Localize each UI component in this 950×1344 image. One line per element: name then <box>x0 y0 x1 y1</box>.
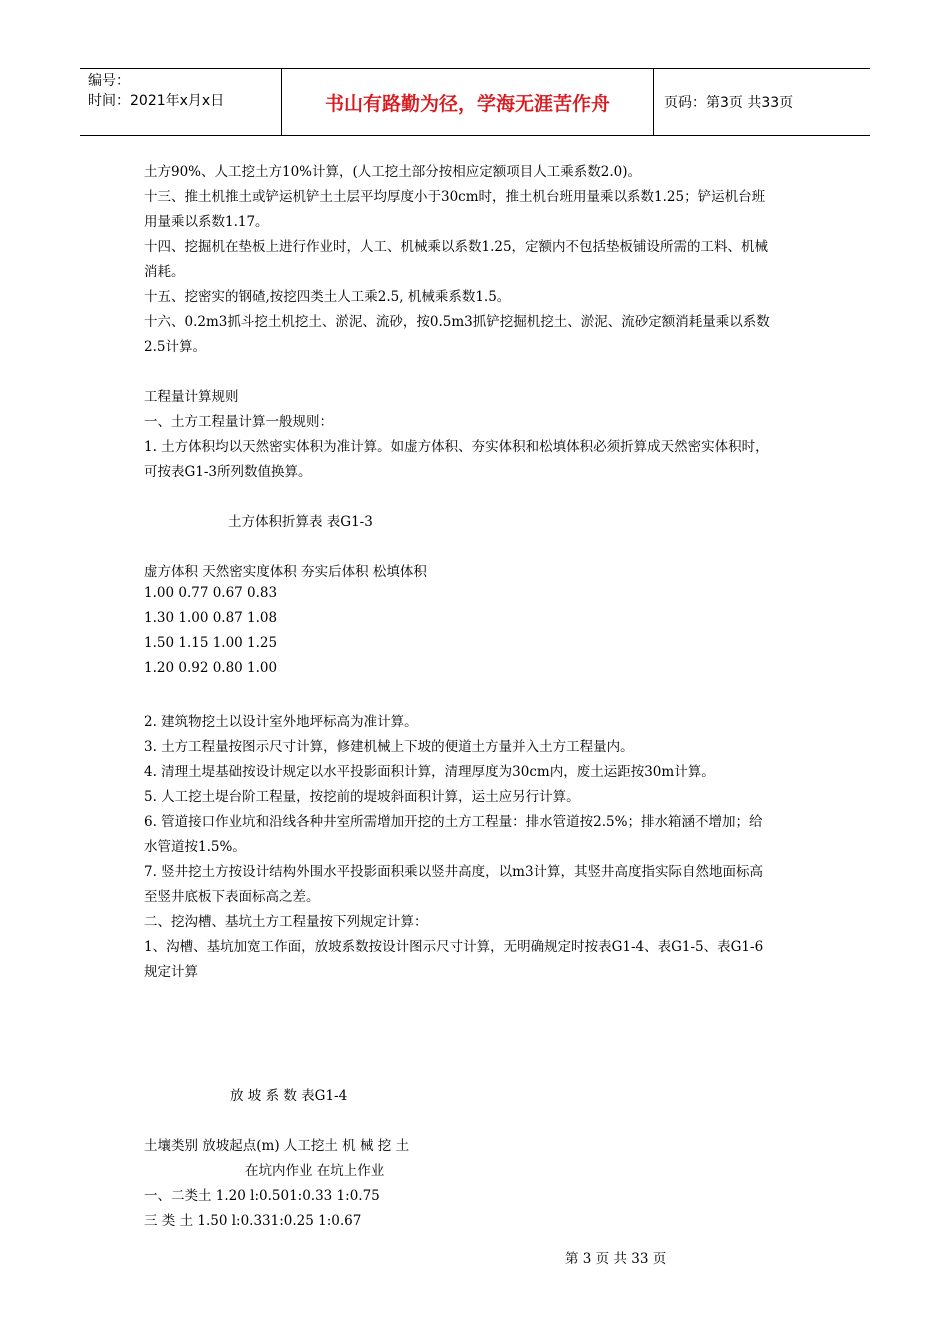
text-line: 1. 土方体积均以天然密实体积为准计算。如虚方体积、夯实体积和松填体积必须折算成天然密实体积时， <box>144 439 769 455</box>
table-caption: 土方体积折算表 表G1-3 <box>228 514 373 530</box>
motto: 书山有路勤为径，学海无涯苦作舟 <box>282 69 654 135</box>
page-footer: 第 3 页 共 33 页 <box>565 1251 667 1267</box>
text-line: 可按表G1-3所列数值换算。 <box>144 464 312 480</box>
table-row: 三 类 土 1.50 l:0.331:0.25 1:0.67 <box>144 1213 362 1229</box>
table-header: 虚方体积 天然密实度体积 夯实后体积 松填体积 <box>144 564 427 580</box>
text-line: 十三、推土机推土或铲运机铲土土层平均厚度小于30cm时，推土机台班用量乘以系数1.25；铲运机台班 <box>144 189 766 205</box>
table-row: 1.50 1.15 1.00 1.25 <box>144 635 278 651</box>
text-line: 4. 清理土堤基础按设计规定以水平投影面积计算，清理厚度为30cm内，废土运距按30m计算。 <box>144 764 715 780</box>
text-line: 十四、挖掘机在垫板上进行作业时，人工、机械乘以系数1.25，定额内不包括垫板铺设所需的工料、机械 <box>144 239 769 255</box>
page-header <box>80 68 870 136</box>
text-line: 7. 竖井挖土方按设计结构外围水平投影面积乘以竖井高度，以m3计算，其竖井高度指实际自然地面标高 <box>144 864 764 880</box>
text-line: 5. 人工挖土堤台阶工程量，按挖前的堤坡斜面积计算，运土应另行计算。 <box>144 789 580 805</box>
text-line: 用量乘以系数1.17。 <box>144 214 269 230</box>
text-line: 消耗。 <box>144 264 185 280</box>
table-subheader: 在坑内作业 在坑上作业 <box>245 1163 385 1179</box>
section-heading: 工程量计算规则 <box>144 389 239 405</box>
page-info: 页码：第3页 共33页 <box>664 95 794 111</box>
text-line: 十六、0.2m3抓斗挖土机挖土、淤泥、流砂，按0.5m3抓铲挖掘机挖土、淤泥、流砂定额消耗量乘以系数 <box>144 314 770 330</box>
table-row: 1.30 1.00 0.87 1.08 <box>144 610 278 626</box>
text-line: 规定计算 <box>144 964 198 980</box>
table-header: 土壤类别 放坡起点(m) 人工挖土 机 械 挖 土 <box>144 1138 410 1154</box>
text-line: 一、土方工程量计算一般规则： <box>144 414 333 430</box>
table-row: 1.20 0.92 0.80 1.00 <box>144 660 278 676</box>
text-line: 土方90%、人工挖土方10%计算，(人工挖土部分按相应定额项目人工乘系数2.0)。 <box>144 164 642 180</box>
text-line: 至竖井底板下表面标高之差。 <box>144 889 320 905</box>
text-line: 水管道按1.5%。 <box>144 839 246 855</box>
text-line: 二、挖沟槽、基坑土方工程量按下列规定计算： <box>144 914 428 930</box>
text-line: 2.5计算。 <box>144 339 206 355</box>
text-line: 3. 土方工程量按图示尺寸计算，修建机械上下坡的便道土方量并入土方工程量内。 <box>144 739 634 755</box>
table-row: 1.00 0.77 0.67 0.83 <box>144 585 278 601</box>
text-line: 十五、挖密实的钢碴,按挖四类土人工乘2.5, 机械乘系数1.5。 <box>144 289 511 305</box>
text-line: 6. 管道接口作业坑和沿线各种井室所需增加开挖的土方工程量：排水管道按2.5%；排水箱涵不增加；给 <box>144 814 763 830</box>
table-caption: 放 坡 系 数 表G1-4 <box>230 1088 348 1104</box>
text-line: 2. 建筑物挖土以设计室外地坪标高为准计算。 <box>144 714 418 730</box>
code-label: 编号： <box>88 73 130 89</box>
time-text: 时间：2021年x月x日 <box>88 93 225 109</box>
header-left-cell <box>80 69 282 135</box>
table-row: 一、二类土 1.20 l:0.501:0.33 1:0.75 <box>144 1188 380 1204</box>
text-line: 1、沟槽、基坑加宽工作面，放坡系数按设计图示尺寸计算，无明确规定时按表G1-4、表G1-5、表G1-6 <box>144 939 764 955</box>
